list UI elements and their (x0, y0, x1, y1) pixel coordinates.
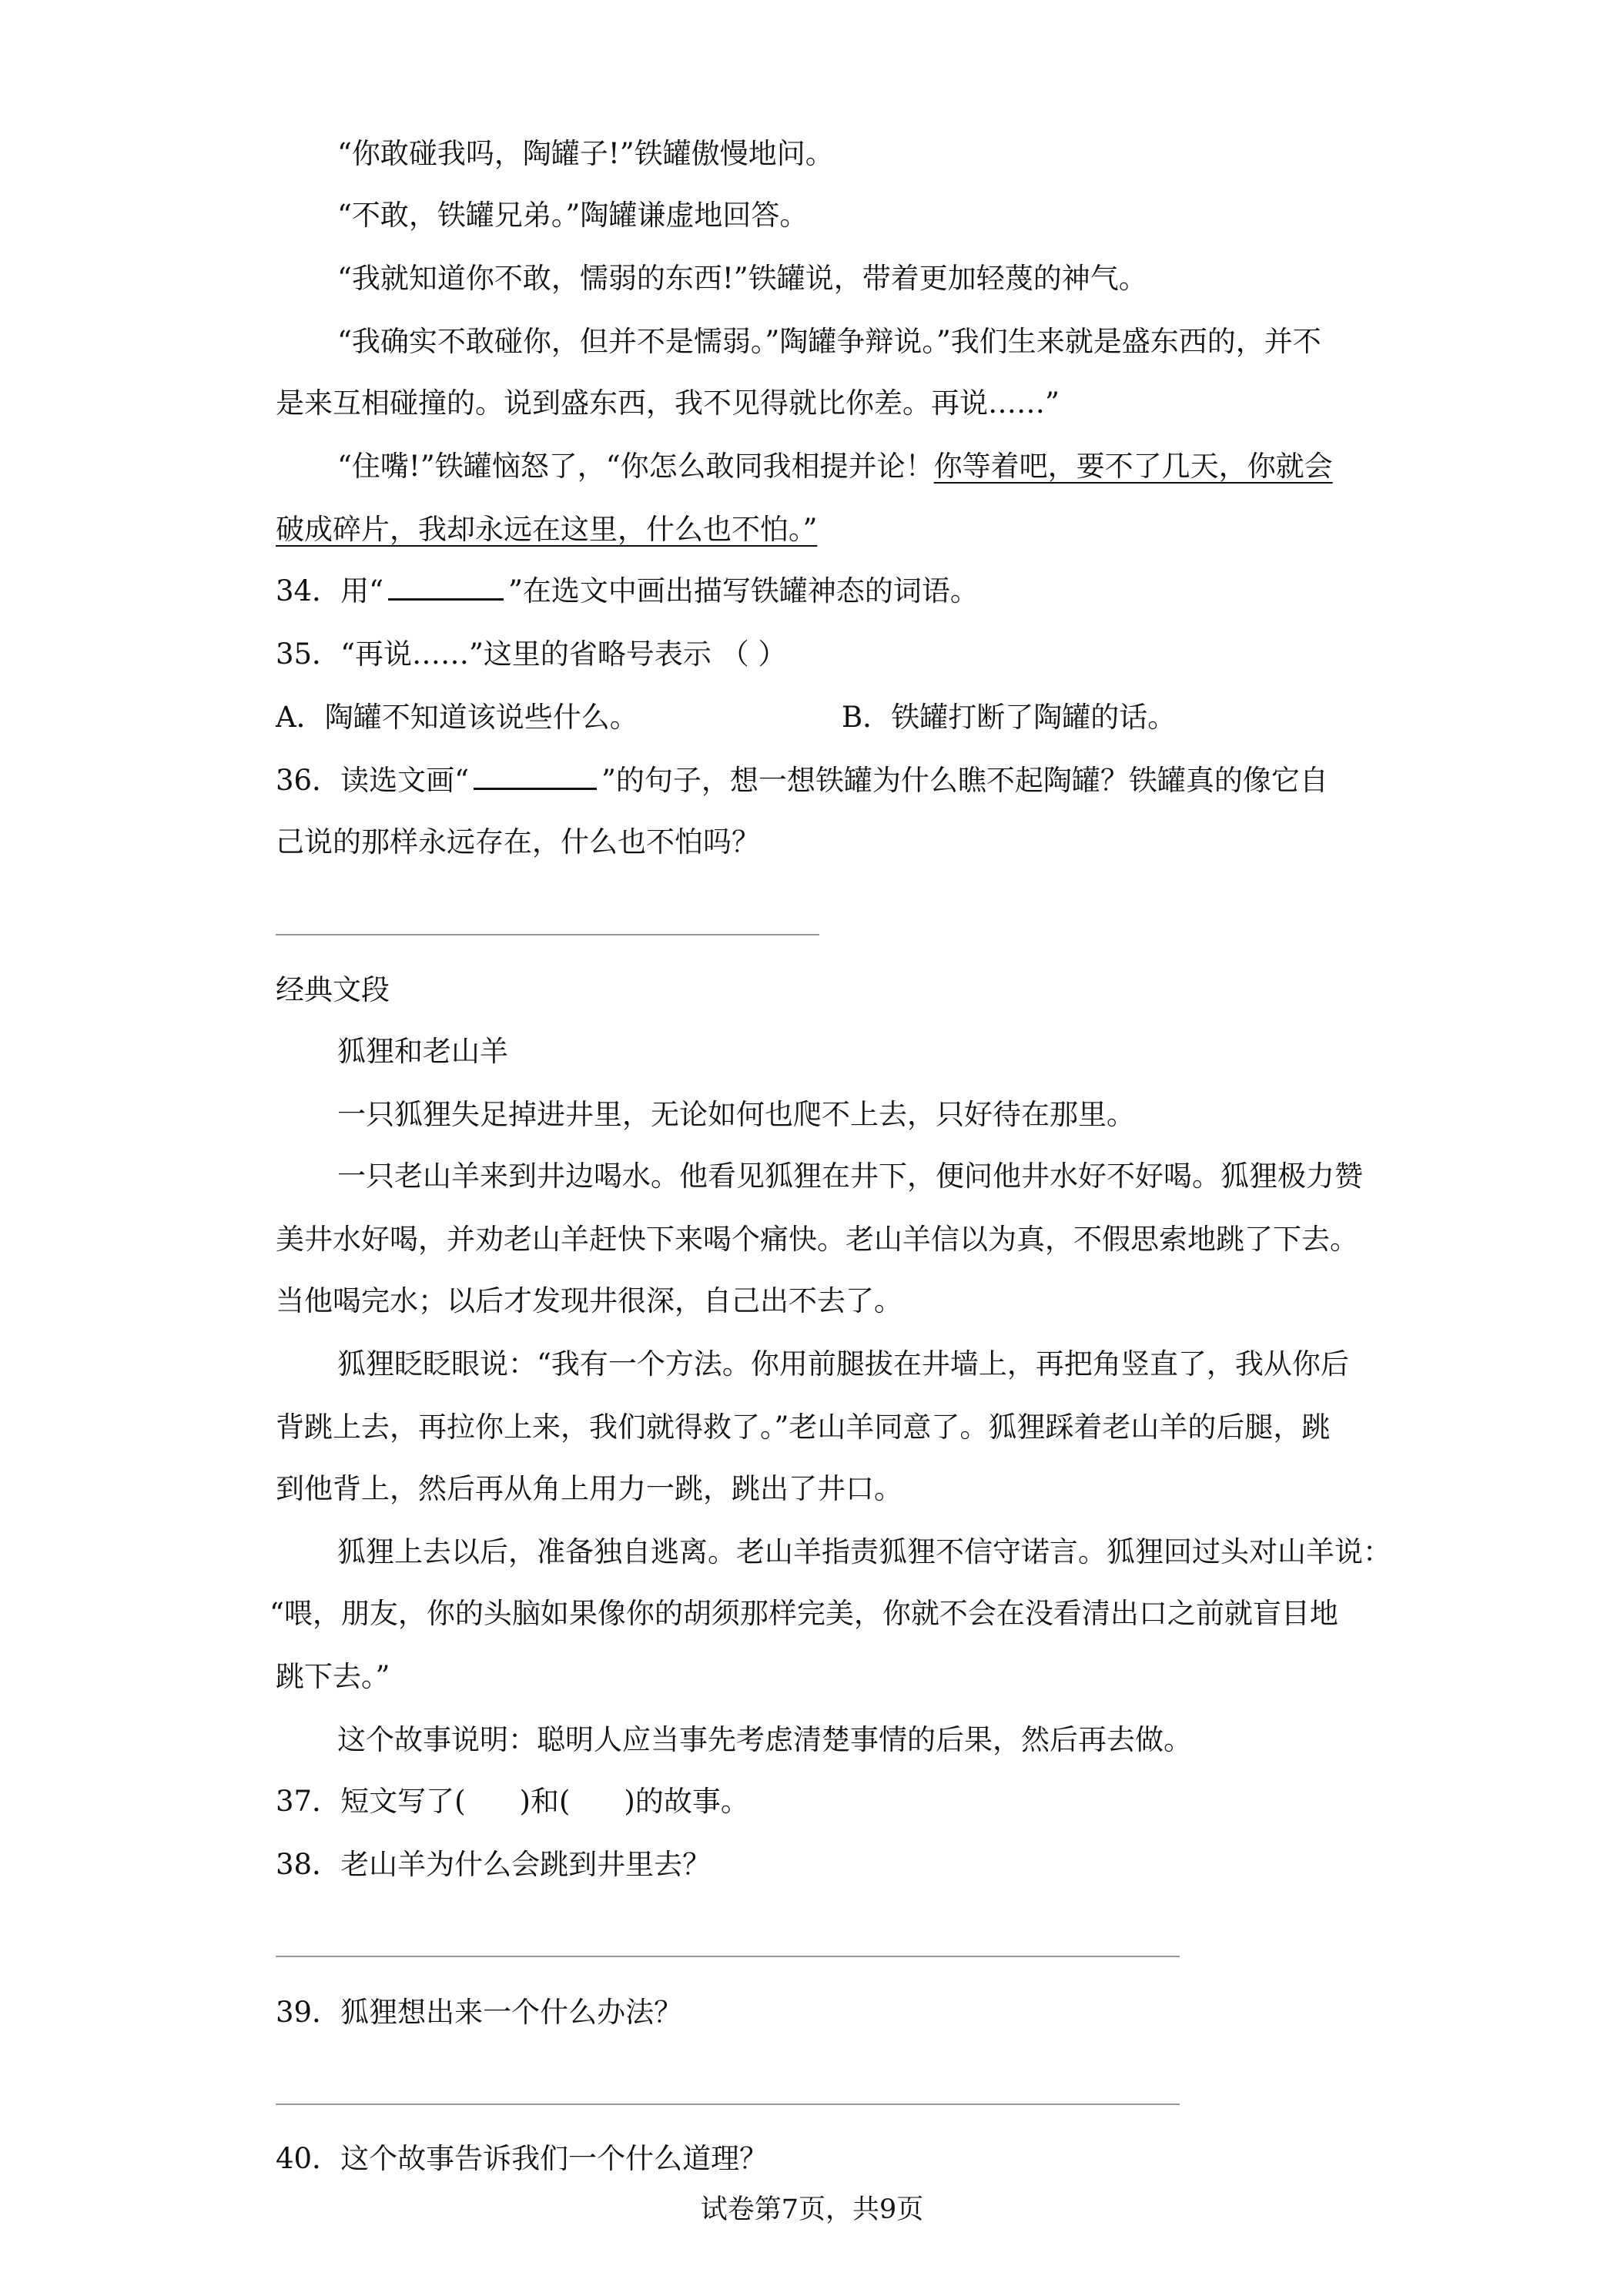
question-36-line2: 己说的那样永远存在，什么也不怕吗？ (276, 825, 760, 858)
question-39: 39．狐狸想出来一个什么办法？ (276, 1996, 683, 2029)
story-p3-line3: 到他背上，然后再从角上用力一跳，跳出了井口。 (276, 1472, 902, 1505)
passage1-p4-line1: “我确实不敢碰你，但并不是懦弱。”陶罐争辩说。”我们生来就是盛东西的，并不 (337, 325, 1321, 358)
story-p2-line3: 当他喝完水；以后才发现井很深，自己出不去了。 (276, 1284, 902, 1317)
passage1-p5-underlined-1: 你等着吧，要不了几天，你就会 (933, 450, 1333, 483)
page-footer: 试卷第7页，共9页 (700, 2194, 924, 2225)
q34-text-post: ”在选文中画出描写铁罐神态的词语。 (508, 574, 979, 607)
q37-text-a: 37．短文写了( (276, 1785, 466, 1818)
q35-option-b: B．铁罐打断了陶罐的话。 (842, 701, 1177, 734)
story-p4-line1: 狐狸上去以后，准备独自逃离。老山羊指责狐狸不信守诺言。狐狸回过头对山羊说： (337, 1535, 1391, 1568)
story-p4-line3: 跳下去。” (276, 1660, 390, 1693)
story-p3-line1: 狐狸眨眨眼说：“我有一个方法。你用前腿拔在井墙上，再把角竖直了，我从你后 (337, 1347, 1349, 1381)
question-34 (276, 573, 979, 610)
answer-line-38[interactable] (276, 1956, 1180, 1957)
passage1-p2: “不敢，铁罐兄弟。”陶罐谦虚地回答。 (337, 199, 809, 232)
section-heading: 经典文段 (276, 973, 390, 1006)
passage1-p5-line2 (276, 511, 817, 548)
question-40: 40．这个故事告诉我们一个什么道理？ (276, 2142, 768, 2175)
story-p4-line2: “喂，朋友，你的头脑如果像你的胡须那样完美，你就不会在没看清出口之前就盲目地 (270, 1597, 1338, 1630)
q34-underline-marker (388, 575, 504, 601)
answer-line-36[interactable] (276, 934, 819, 935)
question-35: 35．“再说……”这里的省略号表示 （ ） (276, 638, 787, 671)
q35-option-a: A．陶罐不知道该说些什么。 (276, 701, 638, 734)
story-p2-line1: 一只老山羊来到井边喝水。他看见狐狸在井下，便问他井水好不好喝。狐狸极力赞 (337, 1160, 1363, 1193)
passage1-p5-line1 (337, 448, 1333, 485)
q37-text-b: )和( (519, 1785, 571, 1818)
passage1-p4-line2: 是来互相碰撞的。说到盛东西，我不见得就比你差。再说……” (276, 387, 1060, 420)
question-37 (276, 1783, 749, 1820)
passage1-p5-plain: “住嘴!”铁罐恼怒了，“你怎么敢同我相提并论！ (337, 450, 934, 483)
q34-text-pre: 34．用“ (276, 574, 383, 607)
story-p5: 这个故事说明：聪明人应当事先考虑清楚事情的后果，然后再去做。 (337, 1723, 1192, 1756)
story-p1: 一只狐狸失足掉进井里，无论如何也爬不上去，只好待在那里。 (337, 1098, 1135, 1131)
passage1-p5-underlined-2: 破成碎片，我却永远在这里，什么也不怕。” (276, 513, 818, 546)
passage1-p3: “我就知道你不敢，懦弱的东西!”铁罐说，带着更加轻蔑的神气。 (337, 262, 1147, 295)
story-p2-line2: 美井水好喝，并劝老山羊赶快下来喝个痛快。老山羊信以为真，不假思索地跳了下去。 (276, 1223, 1358, 1256)
passage1-p1: “你敢碰我吗，陶罐子!”铁罐傲慢地问。 (337, 137, 834, 170)
story-p3-line2: 背跳上去，再拉你上来，我们就得救了。”老山羊同意了。狐狸踩着老山羊的后腿，跳 (276, 1411, 1331, 1444)
question-38: 38．老山羊为什么会跳到井里去？ (276, 1848, 712, 1881)
question-36 (276, 762, 1328, 799)
q36-underline-marker (474, 765, 597, 790)
q36-text-post: ”的句子，想一想铁罐为什么瞧不起陶罐？铁罐真的像它自 (601, 764, 1328, 797)
story-title: 狐狸和老山羊 (337, 1035, 508, 1068)
answer-line-39[interactable] (276, 2104, 1180, 2105)
q37-text-c: )的故事。 (624, 1785, 749, 1818)
q36-text-pre: 36．读选文画“ (276, 764, 469, 797)
